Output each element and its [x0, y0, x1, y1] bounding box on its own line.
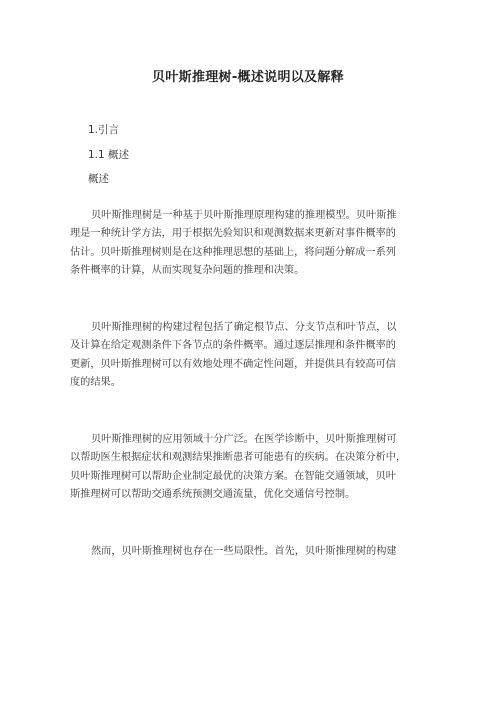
- paragraph-line: 以帮助医生根据症状和观测结果推断患者可能患有的疾病。在决策分析中，: [70, 452, 407, 464]
- paragraph-line: 贝叶斯推理树的构建过程包括了确定根节点、分支节点和叶节点，以: [91, 322, 397, 333]
- paragraph-line: 斯推理树可以帮助交通系统预测交通流量，优化交通信号控制。: [70, 489, 356, 501]
- document-title: 贝叶斯推理树-概述说明以及解释: [152, 70, 344, 85]
- subsection-heading-overview: 1.1 概述: [88, 149, 130, 161]
- paragraph-line: 度的结果。: [70, 377, 121, 389]
- paragraph-2: [70, 319, 428, 393]
- paragraph-line: 贝叶斯推理树可以帮助企业制定最优的决策方案。在智能交通领域，贝叶: [70, 470, 396, 482]
- paragraph-line: 及计算在给定观测条件下各节点的条件概率。通过逐层推理和条件概率的: [70, 340, 396, 352]
- paragraph-line: 条件概率的计算，从而实现复杂问题的推理和决策。: [70, 265, 305, 277]
- paragraph-4: [70, 543, 428, 561]
- paragraph-3: [70, 431, 428, 505]
- paragraph-1: [70, 207, 428, 281]
- section-heading-introduction: 1.引言: [88, 124, 120, 136]
- paragraph-line: 贝叶斯推理树的应用领域十分广泛。在医学诊断中，贝叶斯推理树可: [91, 434, 397, 445]
- paragraph-line: 然而，贝叶斯推理树也存在一些局限性。首先，贝叶斯推理树的构建: [91, 546, 397, 557]
- paragraph-line: 贝叶斯推理树是一种基于贝叶斯推理原理构建的推理模型。贝叶斯推: [91, 210, 397, 221]
- paragraph-line: 更新，贝叶斯推理树可以有效地处理不确定性问题，并提供具有较高可信: [70, 358, 396, 370]
- paragraph-line: 估计。贝叶斯推理树则是在这种推理思想的基础上，将问题分解成一系列: [70, 246, 396, 258]
- overview-label: 概述: [88, 173, 109, 185]
- paragraph-line: 理是一种统计学方法，用于根据先验知识和观测数据来更新对事件概率的: [70, 228, 396, 240]
